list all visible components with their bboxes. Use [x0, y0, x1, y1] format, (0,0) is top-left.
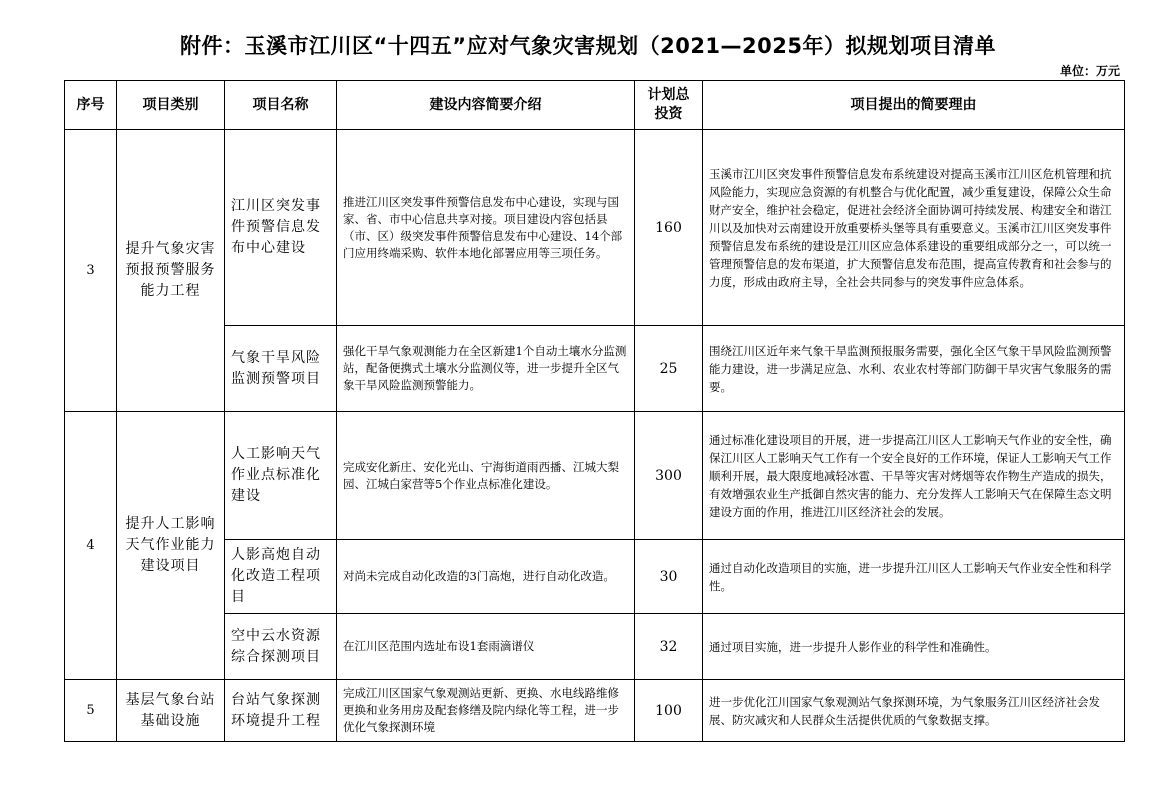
project-name: 台站气象探测环境提升工程	[225, 680, 337, 742]
header-reason: 项目提出的简要理由	[703, 81, 1125, 130]
project-reason: 玉溪市江川区突发事件预警信息发布系统建设对提高玉溪市江川区危机管理和抗风险能力，实现应急资源的有机整合与优化配置，减少重复建设，保障公众生命财产安全，维护社会稳定，促进社会经济全面协调可持续发展、构建安全和谐江川以及加快对云南建设开放重要桥头堡等具有重要意义。玉溪市江川区突发事件预警信息发布系统的建设是江川区应急体系建设的重要组成部分之一，可以统一管理预警信息的发布渠道，扩大预警信息发布范围，提高宣传教育和社会参与的力度，形成由政府主导，全社会共同参与的突发事件应急体系。	[703, 130, 1125, 326]
project-investment: 25	[635, 326, 703, 412]
project-investment: 160	[635, 130, 703, 326]
project-name: 人影高炮自动化改造工程项目	[225, 540, 337, 614]
project-table	[64, 80, 1125, 742]
project-reason: 通过自动化改造项目的实施，进一步提升江川区人工影响天气作业安全性和科学性。	[703, 540, 1125, 614]
document-title: 附件：玉溪市江川区“十四五”应对气象灾害规划（2021—2025年）拟规划项目清单	[180, 34, 996, 58]
project-content: 完成安化新庄、安化光山、宁海街道雨西播、江城大梨园、江城白家营等5个作业点标准化建设。	[337, 412, 635, 540]
project-content: 强化干旱气象观测能力在全区新建1个自动土壤水分监测站，配备便携式土壤水分监测仪等，进一步提升全区气象干旱风险监测预警能力。	[337, 326, 635, 412]
header-name: 项目名称	[225, 81, 337, 130]
project-investment: 30	[635, 540, 703, 614]
header-content: 建设内容简要介绍	[337, 81, 635, 130]
project-reason: 通过项目实施，进一步提升人影作业的科学性和准确性。	[703, 614, 1125, 680]
project-reason: 通过标准化建设项目的开展，进一步提高江川区人工影响天气作业的安全性，确保江川区人工影响天气工作有一个安全良好的工作环境，保证人工影响天气工作顺利开展，最大限度地减轻冰雹、干旱等灾害对烤烟等农作物生产造成的损失，有效增强农业生产抵御自然灾害的能力、充分发挥人工影响天气在保障生态文明建设方面的作用，推进江川区经济社会的发展。	[703, 412, 1125, 540]
row-number: 3	[65, 130, 117, 412]
unit-label: 单位：万元	[1059, 64, 1120, 78]
project-content: 完成江川区国家气象观测站更新、更换、水电线路维修更换和业务用房及配套修缮及院内绿化等工程，进一步优化气象探测环境	[337, 680, 635, 742]
row-number: 4	[65, 412, 117, 680]
project-content: 对尚未完成自动化改造的3门高炮，进行自动化改造。	[337, 540, 635, 614]
project-category: 提升气象灾害预报预警服务能力工程	[117, 130, 225, 412]
project-investment: 32	[635, 614, 703, 680]
project-category: 基层气象台站基础设施	[117, 680, 225, 742]
project-content: 推进江川区突发事件预警信息发布中心建设，实现与国家、省、市中心信息共享对接。项目建设内容包括县（市、区）级突发事件预警信息发布中心建设、14个部门应用终端采购、软件本地化部署应用等三项任务。	[337, 130, 635, 326]
row-number: 5	[65, 680, 117, 742]
project-content: 在江川区范围内选址布设1套雨滴谱仪	[337, 614, 635, 680]
project-investment: 300	[635, 412, 703, 540]
project-name: 气象干旱风险监测预警项目	[225, 326, 337, 412]
project-name: 人工影响天气作业点标准化建设	[225, 412, 337, 540]
project-investment: 100	[635, 680, 703, 742]
project-reason: 进一步优化江川国家气象观测站气象探测环境，为气象服务江川区经济社会发展、防灾减灾和人民群众生活提供优质的气象数据支撑。	[703, 680, 1125, 742]
project-category: 提升人工影响天气作业能力建设项目	[117, 412, 225, 680]
table-header-row	[65, 81, 1125, 130]
project-name: 江川区突发事件预警信息发布中心建设	[225, 130, 337, 326]
table-row	[65, 412, 1125, 540]
project-name: 空中云水资源综合探测项目	[225, 614, 337, 680]
header-category: 项目类别	[117, 81, 225, 130]
table-row	[65, 130, 1125, 326]
table-row	[65, 680, 1125, 742]
header-investment: 计划总投资	[635, 81, 703, 130]
project-reason: 围绕江川区近年来气象干旱监测预报服务需要，强化全区气象干旱风险监测预警能力建设，进一步满足应急、水利、农业农村等部门防御干旱灾害气象服务的需要。	[703, 326, 1125, 412]
header-no: 序号	[65, 81, 117, 130]
